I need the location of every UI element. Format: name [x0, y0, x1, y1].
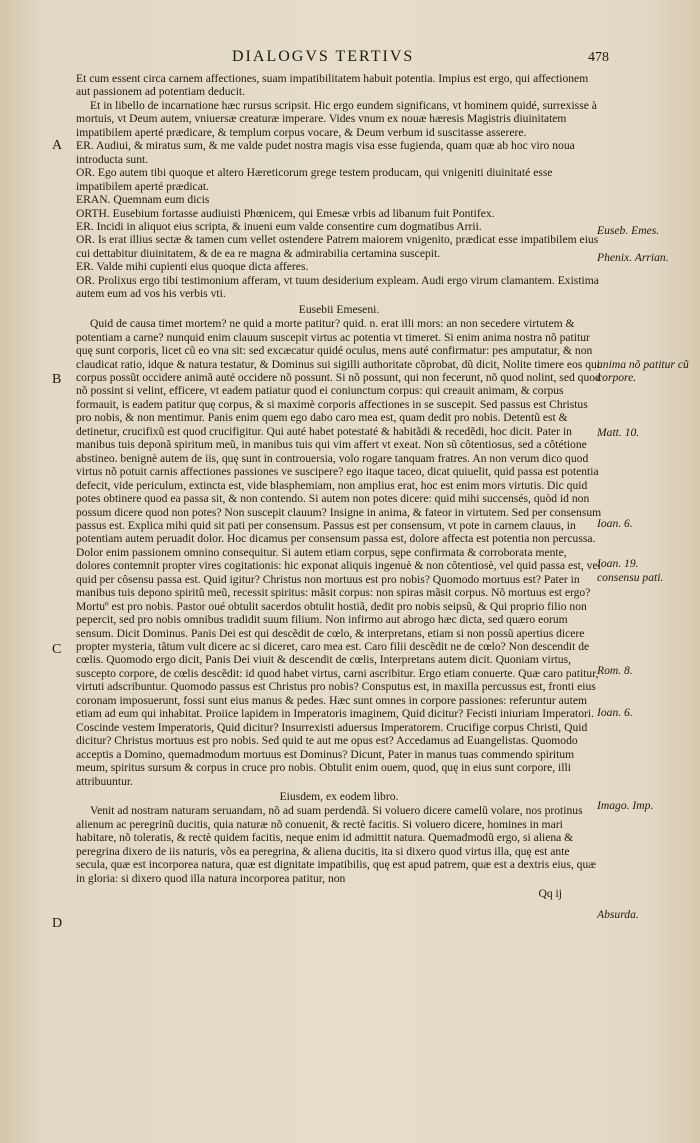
margin-note: Absurda. — [597, 908, 639, 921]
dialogue-line: ER. Incidi in aliquot eius scripta, & inueni eum valde consentire cum dogmatibus Arrii. — [76, 219, 482, 233]
margin-note: Ioan. 6. — [597, 706, 633, 719]
running-head: DIALOGVS TERTIVS — [232, 48, 415, 65]
section-marker-b: B — [52, 372, 62, 387]
section-marker-a: A — [52, 138, 63, 153]
folio-number: 478 — [588, 50, 609, 65]
section-marker-d: D — [52, 916, 63, 931]
margin-note: Imago. Imp. — [597, 799, 654, 812]
page-header — [0, 48, 700, 72]
margin-note: Rom. 8. — [597, 664, 633, 677]
margin-note: Ioan. 19. — [597, 557, 639, 570]
section-heading: Eusebii Emeseni. — [298, 302, 380, 316]
margin-note: anima nõ patitur cũ corpore. — [597, 358, 689, 385]
dialogue-line: OR. Prolixus ergo tibi testimonium afferam, vt tuum desiderium expleam. Audi ergo virum clamantem. Existima autem eum ad vos his verbis vti. — [76, 273, 599, 301]
margin-note: consensu pati. — [597, 571, 664, 584]
dialogue-line: ERAN. Quemnam eum dicis — [76, 193, 210, 207]
section-heading: Eiusdem, ex eodem libro. — [279, 790, 399, 804]
quotation-paragraph: Quid de causa timet mortem? ne quid a morte patitur? quid. n. erat illi mors: an non secedere virtutem & potentiam a carne? nunquid enim clauum suscepit virtus ac potentia vt timeret. Si enim anima nostra nõ patitur quę sunt corporis, licet cũ eo vna sit: sed excæcatur quidé oculus, mens auté confirmatur: pes amputatur, & non claudicat ratio, idque & natura testatur, & Dominus sui sigilli authoritate cõprobat, dũ dicit, Nolite timere eos qui corpus possũt occidere animã auté occidere nõ possunt. Si nõ possunt, qui non fecerunt, nõ quod nolint, sed quod nõ possint si velint, efficere, vt eadem patiatur quod ei coniunctum corpus: qui creauit animam, & corpus formauit, is eadem patitur quę corpus, & si maximè corporis affectiones in se suscepit. Sed passus est Christus pro nobis, & non mentimur. Panis enim quem ego dabo caro mea est, quam dedit pro nobis. Detentũ est & detinetur, crucifixũ est quod crucifigitur. Qui auté habet potestaté & habitãdi & recedẽdi, hoc dicit. Pater in manibus tuis deponã spiritum meũ, in manibus tuis qui vim affert vt exeat. Non sũ côtentiosus, sed a côtétione abstineo. benignè autem de iis, quę sunt in controuersia, volo rogare tanquam fratres. An non verum dico quod virtus nõ potuit carnis affectiones passiones ve suscipere? ego itaque taceo, dicat quiuelit, quid passa est potentia defecit, vide periculum, extincta est, vide blasphemiam, non amplius erat, hoc est enim mors virtutis. Dic quid potes obtinere quod ea passa sit, & non contendo. Si autem non potes dicere: quid mihi succensés, quòd id non possum dicere quod non potes? Non suscepit clauum? Insigne in anima, & fateor in virtutem. Sed per consensum passus est. Explica mihi quid sit pati per consensum. Passus est per consensum, vt pote in carnem clauus, in potentiam autem peruadit dolor. Hoc dicamus per consensum passa est, dolore affecta est potentia non percussa. Dolor enim passionem omnino consequitur. Si autem etiam corpus, sępe confirmata & corroborata mente, dolores contemnit propter vires cogitationis: hic exponat aliquis ingenuè & non côtentiosè, vel quid passa est, vel quid per côsensu passa est. Quid igitur? Christus non mortuus est pro nobis? Quomodo mortuus est? Pater in manibus tuis depono spiritũ meũ, recessit spiritus: mãsit corpus: non spiras mãsit corpus. Nõ mortuus est ergo? Mortuº est pro nobis. Pastor oué obtulit sacerdos obtulit hostiã, dedit pro nobis seipsũ, & Qui proprio filio non pepercit, sed pro nobis omnibus tradidit suum filium. Non infirmo aut abrogo hæc dicta, sed quæro eorum sensum. Dicit Dominus. Panis Dei est qui descẽdit de cœlo, & interpretans, etiam si non possũ apertius dicere propter mysteria, tãtum vult dicere ac si diceret, caro mea est. Caro filii descẽdit ne de cœlo? Non descendit de cœlis. Quomodo ergo dicit, Panis Dei viuit & descendit de cœlis, Interpretans autem dicit. Quoniam virtus, suscepto corpore, de cœlis descẽdit: id quod habet virtus, carni ascribitur. Ergo etiam conuerte. Quæ caro patitur, virtuti adscribuntur. Quomodo passus est Christus pro nobis? Consputus est, in maxilla percussus est, fronti eius coronam imposuerunt, fossi sunt eius manus & pedes. Hæc sunt omnes in corpore passiones: referuntur autem etiam ad eum qui inhabitat. Proiice lapidem in Imperatoris imaginem, Quid dicitur? Fecisti iniuriam Imperatori. Coscinde vestem Imperatoris, Quid dicitur? Insurrexisti aduersus Imperatorem. Crucifige corpus Christi, Quid dicitur? Christus mortuus est pro nobis. Sed quid te aut me opus est? Accedamus ad Euangelistas. Quomodo acceptis a Domino, quemadmodum mortuus est Dominus? Dicunt, Pater in manus tuas commendo spiritum meum, spiritus sursum & corpus in cruce pro nobis. Obtulit enim ouem, quod, quę in eius sunt corpore, illi attribuuntur. — [76, 317, 602, 788]
margin-notes — [597, 0, 697, 1143]
dialogue-line: OR. Ego autem tibi quoque et altero Hæreticorum grege testem producam, qui vnigeniti diuinitaté esse impatibilem aperté prædicat. — [76, 166, 553, 193]
quotation-paragraph: Venit ad nostram naturam seruandam, nõ ad suam perdendã. Si voluero dicere camelũ volare, nos protinus alienum ac peregrinũ ducitis, quia naturæ nõ conuenit, & rectè facitis. Si voluero dicere, homines in mari habitare, nõ toleratis, & rectè quidem facitis, neque enim id admittit natura. Quemadmodũ ergo, si aliena & peregrina dixero de iis naturis, võs ea peregrina, & aliena ducitis, ita si dixero quod virtus illa, quę est ante secula, quæ est incorporea natura, quæ est dignitate impatibilis, quę est apud patrem, quæ est a dextris eius, quæ in gloria: si dixero quod illa natura incorporea patitur, non — [76, 804, 596, 885]
dialogue-line: ER. Valde mihi cupienti eius quoque dicta afferes. — [76, 260, 309, 274]
dialogue-line: OR. Is erat illius sectæ & tamen cum vellet ostendere Patrem maiorem vnigenito, prædicat esse impatibilem eius cui dettabitur diuinitatem, & de ea re magna & admirabilia certamina suscepit. — [76, 233, 599, 260]
paragraph: Et in libello de incarnatione hæc rursus scripsit. Hic ergo eundem significans, vt hominem quidé, surrexisse à mortuis, vt Deum autem, vniuersæ creaturæ imperare. Vides vnum ex nouæ hæresis Magistris diuinitatem impatibilem aperté prædicare, & templum corpus vocare, & Deum verbum id suscitasse asserere. — [76, 98, 597, 139]
section-marker-c: C — [52, 642, 62, 657]
margin-note: Phenix. Arrian. — [597, 251, 669, 264]
body-text — [76, 72, 602, 901]
dialogue-line: ER. Audiui, & miratus sum, & me valde pudet nostra magis visa esse fugienda, quam quæ ab hoc viro noua introducta sunt. — [76, 139, 575, 166]
dialogue-line: ORTH. Eusebium fortasse audiuisti Phœnicem, qui Emesæ vrbis ad libanum fuit Pontifex. — [76, 206, 495, 220]
signature-mark: Qq ij — [538, 887, 562, 901]
margin-note: Euseb. Emes. — [597, 224, 660, 237]
margin-note: Ioan. 6. — [597, 517, 633, 530]
paragraph: Et cum essent circa carnem affectiones, suam impatibilitatem habuit potentia. Impius est ergo, qui affectionem aut passionem ad potentiam deducit. — [76, 72, 589, 99]
margin-note: Matt. 10. — [597, 426, 640, 439]
